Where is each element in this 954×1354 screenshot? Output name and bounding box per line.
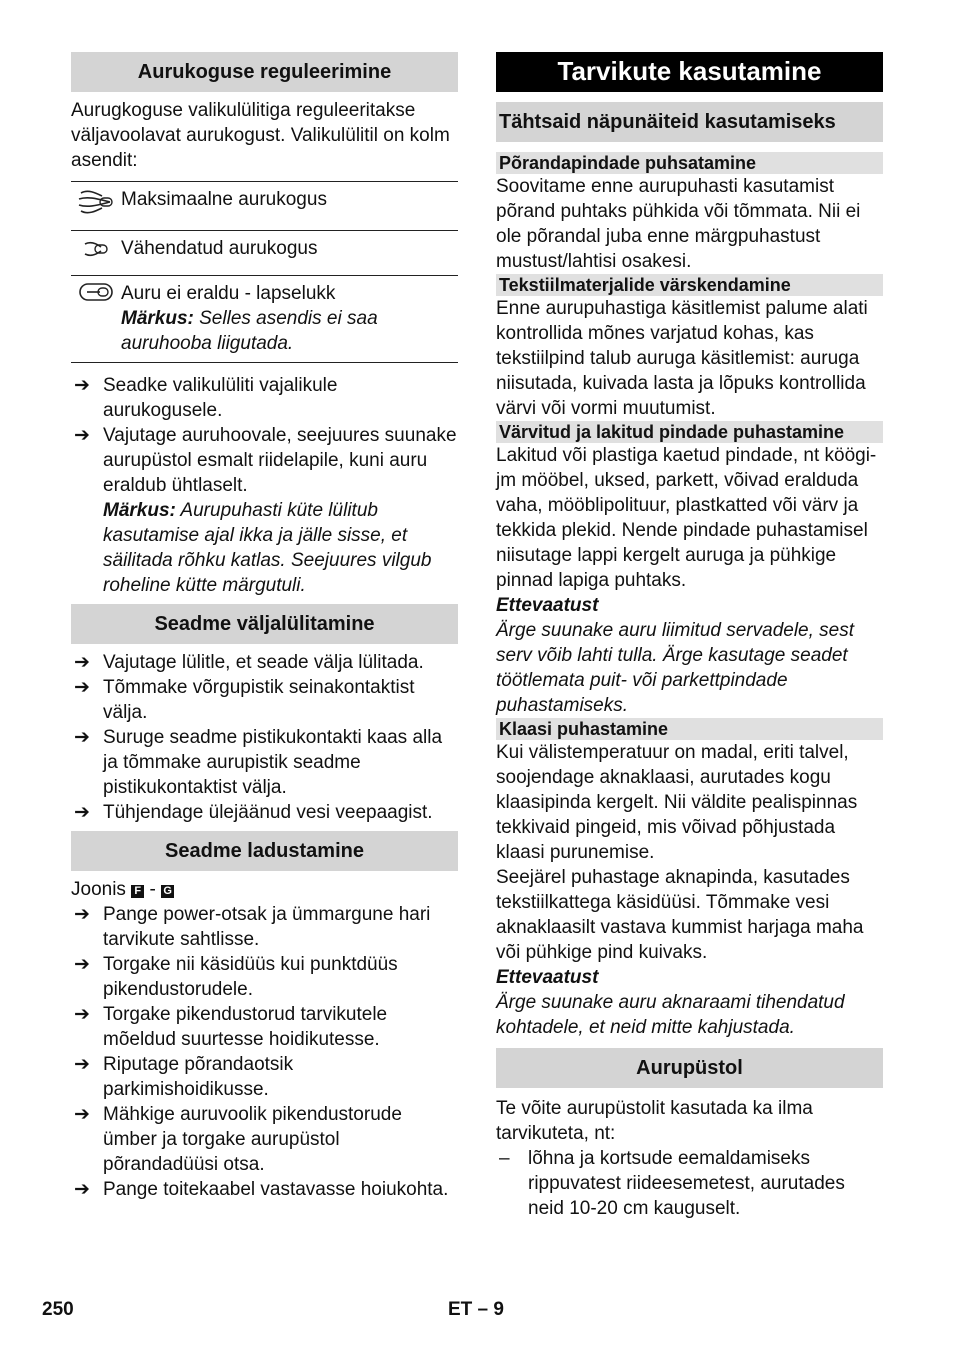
language-page-label: ET – 9: [448, 1299, 504, 1320]
note-text: Selles asendis ei saa auruhooba liigutada.: [121, 308, 378, 354]
list-item: ➔ Seadke valikulüliti vajalikule aurukogusele.: [74, 375, 338, 421]
reduced-steam-icon: [81, 236, 111, 262]
caution-text: Ärge suunake auru aknaraami tihendatud kohtadele, et neid mitte kahjustada.: [496, 992, 845, 1038]
list-item: ➔ Riputage põrandaotsik parkimishoidikusse.: [74, 1054, 294, 1100]
section-heading-switch-off: Seadme väljalülitamine: [71, 604, 458, 644]
caution-label: Ettevaatust: [496, 595, 599, 616]
arrow-right-icon: ➔: [74, 727, 90, 748]
section-heading-steam-regulation: Aurukoguse reguleerimine: [71, 52, 458, 92]
subheading-textile: Tekstiilmaterjalide värskendamine: [496, 274, 883, 296]
switch-off-steps-list: [71, 650, 458, 825]
figure-reference: Joonis F - G: [71, 877, 458, 902]
right-column: [496, 52, 883, 1221]
caution-text: Ärge suunake auru liimitud servadele, sest serv võib lahti tulla. Ärge kasutage seadet töötlemata puit- või parkettpindade puhastamiseks.: [496, 620, 855, 716]
subheading-painted-surfaces: Värvitud ja lakitud pindade puhastamine: [496, 421, 883, 443]
max-steam-icon: [76, 187, 116, 217]
list-item: ➔ Vajutage auruhoovale, seejuures suunake aurupüstol esmalt riidelapile, kuni auru eraldub ühtlaselt. Märkus: Aurupuhasti küte lülitub kasutamise ajal ikka ja jälle sisse, et säilitada rõhku katlas. Seejuures vilgub roheline kütte märgutuli.: [74, 425, 457, 596]
note-text: Aurupuhasti küte lülitub kasutamise ajal ikka ja jälle sisse, et säilitada rõhku katlas. Seejuures vilgub roheline kütte märgutuli.: [103, 500, 432, 596]
glass-text-1: Kui välistemperatuur on madal, eriti talvel, soojendage aknaklaasi, aurutades kogu klaasipinda kergelt. Nii väldite pealispinnas tekkivaid pingeid, mis võivad põhjustada klaasi purunemise.: [496, 742, 858, 863]
caution-label: Ettevaatust: [496, 967, 599, 988]
section-heading-storage: Seadme ladustamine: [71, 831, 458, 871]
steam-regulation-intro: Aurugkoguse valikulülitiga reguleeritakse väljavoolavat aurukogust. Valikulülitil on kolm asendit:: [71, 100, 450, 171]
list-item: ➔ Vajutage lülitle, et seade välja lülitada.: [74, 652, 424, 673]
chapter-title: Tarvikute kasutamine: [496, 52, 883, 92]
list-item: ➔ Mähkige auruvoolik pikendustorude ümber ja torgake aurupüstol põrandadüüsi otsa.: [74, 1104, 402, 1175]
steam-setting-label: Vähendatud aurukogus: [121, 238, 318, 259]
left-column: [71, 52, 458, 1202]
list-item: ➔ Suruge seadme pistikukontakti kaas alla ja tõmmake aurupistik seadme pistikukontaktist välja.: [74, 727, 443, 798]
figure-letter-g: G: [161, 885, 174, 898]
list-item: – lõhna ja kortsude eemaldamiseks rippuvatest riideesemetest, aurutades neid 10-20 cm kauguselt.: [499, 1148, 845, 1219]
note-label: Märkus:: [103, 500, 176, 521]
steam-setting-label: Auru ei eraldu - lapselukk: [121, 283, 336, 304]
painted-text: Lakitud või plastiga kaetud pindade, nt köögi- jm mööbel, uksed, parkett, võivad eralduda vaha, mööblipolituur, plastkatted või värv ja tekkida plekid. Nende pindade puhastamisel niisutage lappi kergelt auruga ja pühkige pinnad lapiga puhtaks.: [496, 445, 877, 591]
list-item: ➔ Tühjendage ülejäänud vesi veepaagist.: [74, 802, 433, 823]
table-row: [71, 182, 458, 231]
steam-settings-table: [71, 181, 458, 363]
arrow-right-icon: ➔: [74, 1004, 90, 1025]
steam-setting-label: Maksimaalne aurukogus: [121, 189, 327, 210]
steam-steps-list: [71, 373, 458, 598]
storage-steps-list: [71, 902, 458, 1202]
list-item: ➔ Pange power-otsak ja ümmargune hari tarvikute sahtlisse.: [74, 904, 431, 950]
arrow-right-icon: ➔: [74, 904, 90, 925]
arrow-right-icon: ➔: [74, 954, 90, 975]
list-item: ➔ Tõmmake võrgupistik seinakontaktist välja.: [74, 677, 415, 723]
steam-gun-text: Te võite aurupüstolit kasutada ka ilma tarvikuteta, nt:: [496, 1098, 813, 1144]
list-item: ➔ Torgake nii käsidüüs kui punktdüüs pikendustorudele.: [74, 954, 398, 1000]
figure-letter-f: F: [131, 885, 144, 898]
arrow-right-icon: ➔: [74, 652, 90, 673]
arrow-right-icon: ➔: [74, 802, 90, 823]
arrow-right-icon: ➔: [74, 1054, 90, 1075]
arrow-right-icon: ➔: [74, 425, 90, 446]
note-label: Märkus:: [121, 308, 194, 329]
page-number: 250: [42, 1299, 74, 1320]
arrow-right-icon: ➔: [74, 375, 90, 396]
note: [121, 306, 458, 356]
subheading-glass: Klaasi puhastamine: [496, 718, 883, 740]
textile-text: Enne aurupuhastiga käsitlemist palume alati kontrollida mõnes varjatud kohas, kas tekstiilpind talub auruga käsitlemist: auruga niisutada, kuivada lasta ja lõpuks kontrollida värvi või vormi muutumist.: [496, 298, 868, 419]
floor-text: Soovitame enne aurupuhasti kasutamist põrand puhtaks pühkida või tõmmata. Nii ei ole põrandal juba enne märgpuhastust mustust/lahtisi osakesi.: [496, 176, 861, 272]
arrow-right-icon: ➔: [74, 677, 90, 698]
arrow-right-icon: ➔: [74, 1104, 90, 1125]
table-row: [71, 231, 458, 276]
arrow-right-icon: ➔: [74, 1179, 90, 1200]
child-lock-icon: [78, 281, 114, 303]
section-heading-steam-gun: Aurupüstol: [496, 1048, 883, 1088]
table-row: [71, 276, 458, 363]
list-item: ➔ Torgake pikendustorud tarvikutele mõeldud suurtesse hoidikutesse.: [74, 1004, 388, 1050]
subheading-floor: Põrandapindade puhsatamine: [496, 152, 883, 174]
dash-bullet: –: [499, 1148, 510, 1169]
section-heading-tips: Tähtsaid näpunäiteid kasutamiseks: [496, 102, 883, 142]
glass-text-2: Seejärel puhastage aknapinda, kasutades tekstiilkattega käsidüüsi. Tõmmake vesi aknaklaasilt vastava kummist harjaga maha või pühkige pind kuivaks.: [496, 867, 864, 963]
steam-gun-list: [496, 1146, 883, 1221]
list-item: ➔ Pange toitekaabel vastavasse hoiukohta.: [74, 1179, 449, 1200]
